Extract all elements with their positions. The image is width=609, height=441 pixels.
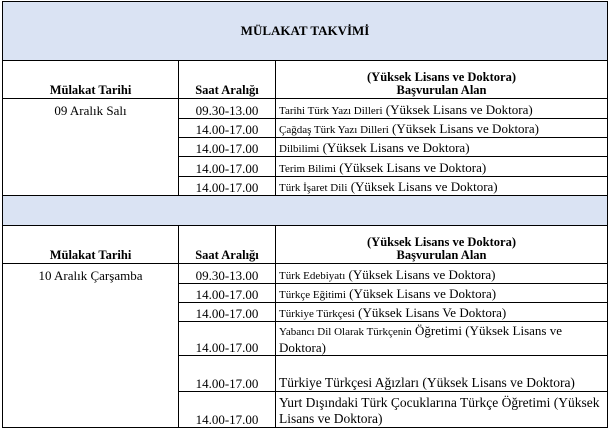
department-name: Türk İşaret Dili: [279, 182, 348, 194]
title-row: [3, 2, 608, 61]
header-applied-field: [276, 61, 608, 99]
header-interview-date: Mülakat Tarihi: [3, 61, 179, 99]
header-row: [3, 226, 608, 264]
department: [276, 392, 608, 428]
header-applied-field-line2: Başvurulan Alan: [396, 83, 487, 97]
department: [276, 322, 608, 356]
time-range: 14.00-17.00: [179, 284, 276, 303]
interview-date: 09 Aralık Salı: [3, 99, 179, 196]
header-time-range: Saat Aralığı: [179, 61, 276, 99]
department-name: Yabancı Dil Olarak Türkçenin: [279, 326, 412, 338]
header-applied-field: [276, 226, 608, 264]
department: [276, 138, 608, 157]
department: [276, 264, 608, 284]
table-row: [3, 264, 608, 284]
department-name: Türkçe Eğitimi: [279, 289, 346, 301]
department-name: Terim Bilimi: [279, 163, 336, 175]
time-range: 14.00-17.00: [179, 392, 276, 428]
interview-date: 10 Aralık Çarşamba: [3, 264, 179, 428]
time-range: 14.00-17.00: [179, 322, 276, 356]
department-degree: (Yüksek Lisans ve Doktora): [335, 160, 487, 175]
department-degree: Öğretimi (Yüksek Lisans ve Doktora): [279, 395, 600, 426]
department: [276, 99, 608, 119]
time-range: 14.00-17.00: [179, 356, 276, 392]
department-degree: (Yüksek Lisans ve Doktora): [319, 140, 470, 155]
department: [276, 157, 608, 177]
department: [276, 356, 608, 392]
department-name: Türkiye Türkçesi Ağızları: [279, 375, 419, 390]
department-degree: (Yüksek Lisans ve Doktora): [345, 286, 497, 301]
department-degree: Öğretimi (Yüksek Lisans ve Doktora): [279, 323, 562, 355]
department: [276, 303, 608, 322]
department-degree: (Yüksek Lisans Ve Doktora): [354, 305, 507, 320]
department-name: Çağdaş Türk Yazı Dilleri: [279, 124, 389, 136]
header-applied-field-line1: (Yüksek Lisans ve Doktora): [367, 70, 516, 84]
department-name: Dilbilimi: [279, 143, 320, 155]
header-interview-date: Mülakat Tarihi: [3, 226, 179, 264]
department: [276, 119, 608, 138]
department-degree: (Yüksek Lisans ve Doktora): [382, 102, 533, 117]
section-divider: [3, 196, 608, 226]
time-range: 09.30-13.00: [179, 264, 276, 284]
department-degree: (Yüksek Lisans ve Doktora): [418, 375, 575, 390]
time-range: 09.30-13.00: [179, 99, 276, 119]
department-degree: (Yüksek Lisans ve Doktora): [345, 267, 496, 282]
department-name: Türkiye Türkçesi: [279, 308, 355, 320]
department-name: Türk Edebiyatı: [279, 270, 346, 282]
separator-row: [3, 196, 608, 226]
header-row: [3, 61, 608, 99]
department: [276, 177, 608, 196]
time-range: 14.00-17.00: [179, 157, 276, 177]
time-range: 14.00-17.00: [179, 177, 276, 196]
department-degree: (Yüksek Lisans ve Doktora): [347, 179, 498, 194]
time-range: 14.00-17.00: [179, 303, 276, 322]
table-row: [3, 99, 608, 119]
department: [276, 284, 608, 303]
department-degree: (Yüksek Lisans ve Doktora): [388, 121, 539, 136]
time-range: 14.00-17.00: [179, 119, 276, 138]
header-applied-field-line1: (Yüksek Lisans ve Doktora): [367, 235, 516, 249]
interview-schedule-table: [2, 1, 608, 428]
schedule-title: MÜLAKAT TAKVİMİ: [3, 2, 608, 61]
department-name: Tarihi Türk Yazı Dilleri: [279, 105, 383, 117]
department-name: Yurt Dışındaki Türk Çocuklarına Türkçe: [279, 395, 499, 410]
time-range: 14.00-17.00: [179, 138, 276, 157]
header-applied-field-line2: Başvurulan Alan: [396, 248, 487, 262]
header-time-range: Saat Aralığı: [179, 226, 276, 264]
